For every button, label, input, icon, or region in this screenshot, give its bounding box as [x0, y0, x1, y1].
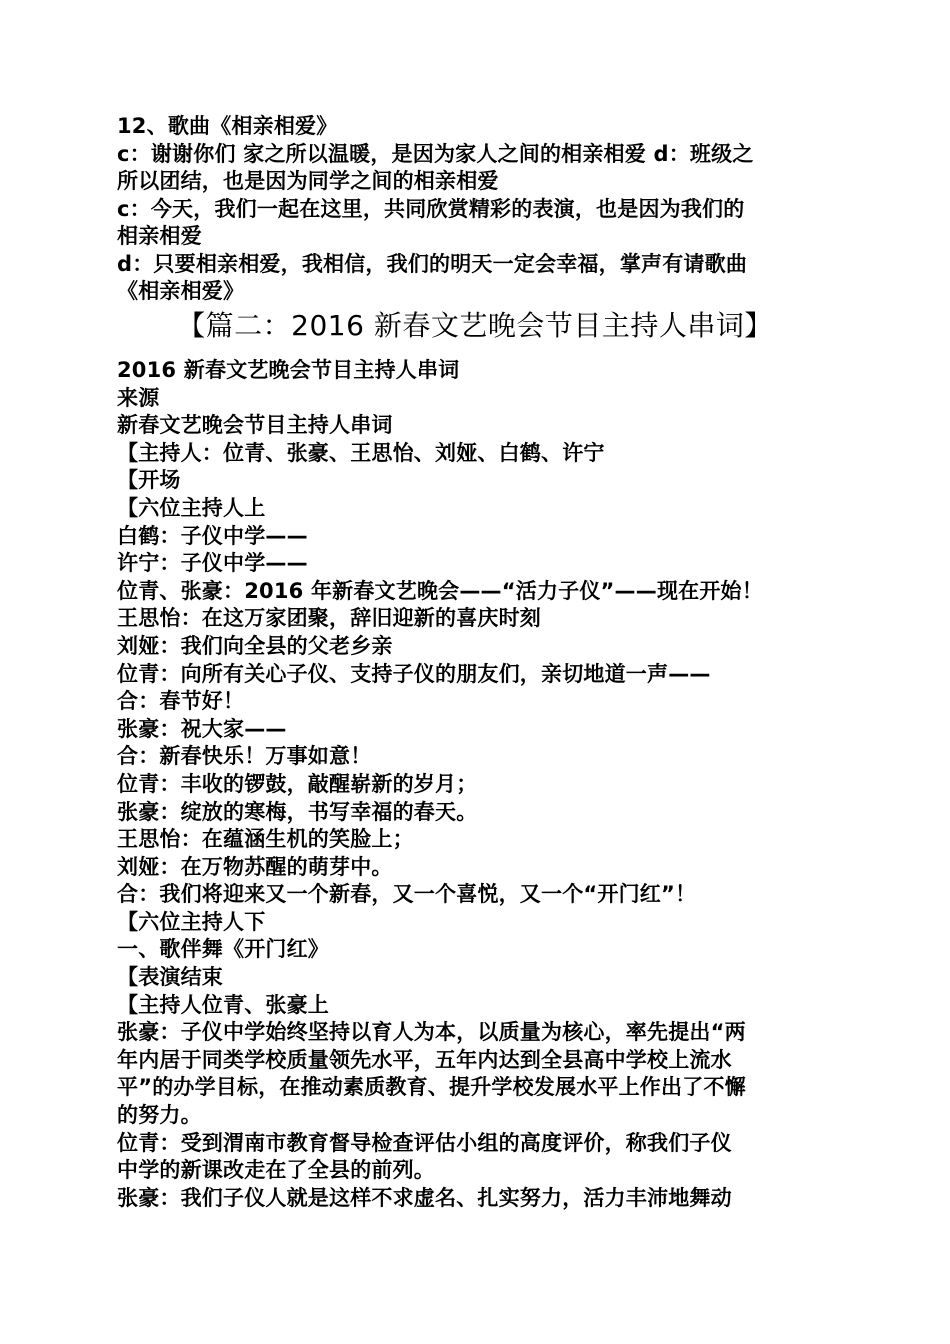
text-line: 【六位主持人上	[117, 495, 266, 520]
text-line: 【主持人位青、张豪上	[117, 992, 329, 1017]
text-line: 【主持人：位青、张豪、王思怡、刘娅、白鹤、许宁	[117, 440, 605, 465]
text-line: 来源	[117, 385, 160, 410]
text-line: 张豪：我们子仪人就是这样不求虚名、扎实努力，活力丰沛地舞动	[117, 1185, 732, 1210]
text-line: 【六位主持人下	[117, 909, 266, 934]
text-line: 【开场	[117, 468, 181, 493]
text-line: 位青：向所有关心子仪、支持子仪的朋友们，亲切地道一声——	[117, 661, 711, 686]
text-line: 位青：受到渭南市教育督导检查评估小组的高度评价，称我们子仪	[117, 1130, 732, 1155]
text-line: c：谢谢你们 家之所以温暖，是因为家人之间的相亲相爱 d：班级之	[117, 141, 754, 166]
text-line: 中学的新课改走在了全县的前列。	[117, 1158, 435, 1183]
text-line: 的努力。	[117, 1103, 202, 1128]
text-line: 白鹤：子仪中学——	[117, 523, 308, 548]
text-line: 一、歌伴舞《开门红》	[117, 937, 329, 962]
text-line: 【表演结束	[117, 965, 223, 990]
text-line: 相亲相爱	[117, 224, 202, 248]
text-line: 12、歌曲《相亲相爱》	[117, 114, 338, 138]
text-line: 刘娅：我们向全县的父老乡亲	[117, 633, 393, 658]
text-line: 2016 新春文艺晚会节目主持人串词	[117, 358, 460, 382]
text-line: 《相亲相爱》	[117, 279, 245, 303]
text-line: c：今天，我们一起在这里，共同欣赏精彩的表演，也是因为我们的	[117, 196, 745, 221]
text-line: 王思怡：在蕴涵生机的笑脸上；	[117, 827, 414, 852]
text-line: 张豪：绽放的寒梅，书写幸福的春天。	[117, 799, 478, 824]
top-text-block	[117, 113, 837, 306]
text-line: 年内居于同类学校质量领先水平，五年内达到全县高中学校上流水	[117, 1047, 732, 1072]
text-line: 张豪：祝大家——	[117, 716, 287, 741]
text-line: 王思怡：在这万家团聚，辞旧迎新的喜庆时刻	[117, 606, 541, 631]
text-line: 许宁：子仪中学——	[117, 551, 308, 576]
section-heading: 【篇二：2016 新春文艺晚会节目主持人串词】	[177, 309, 773, 342]
text-line: 位青、张豪：2016 年新春文艺晚会——“活力子仪”——现在开始！	[117, 578, 763, 603]
main-text-block	[117, 357, 837, 1212]
text-line: 平”的办学目标，在推动素质教育、提升学校发展水平上作出了不懈	[117, 1075, 746, 1100]
text-line: 张豪：子仪中学始终坚持以育人为本，以质量为核心，率先提出“两	[117, 1020, 746, 1045]
text-line: 合：新春快乐！万事如意！	[117, 744, 372, 769]
text-line: 位青：丰收的锣鼓，敲醒崭新的岁月；	[117, 771, 478, 796]
text-line: 所以团结，也是因为同学之间的相亲相爱	[117, 169, 499, 193]
text-line: 合：我们将迎来又一个新春，又一个喜悦，又一个“开门红”！	[117, 882, 697, 907]
text-line: 新春文艺晚会节目主持人串词	[117, 413, 393, 438]
text-line: 刘娅：在万物苏醒的萌芽中。	[117, 854, 393, 879]
text-line: 合：春节好！	[117, 689, 245, 714]
text-line: d：只要相亲相爱，我相信，我们的明天一定会幸福，掌声有请歌曲	[117, 251, 748, 276]
